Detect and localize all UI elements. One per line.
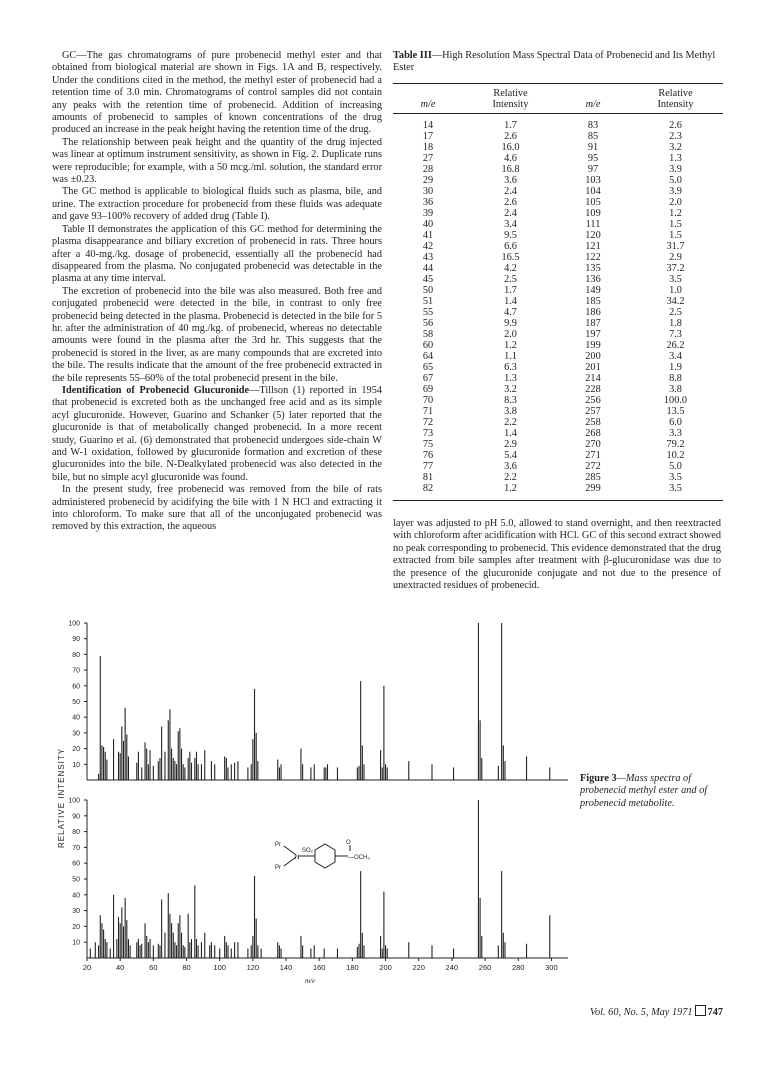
cell-intensity-left: 9.5 (504, 230, 517, 241)
cell-intensity-right: 1.9 (669, 362, 682, 373)
cell-mz-left: 36 (422, 197, 434, 208)
page-number: 747 (707, 1007, 723, 1018)
cell-intensity-right: 3.3 (669, 428, 682, 439)
cell-mz-right: 85 (587, 131, 599, 142)
x-tick-label: 160 (312, 963, 326, 972)
y-tick-label: 40 (72, 892, 80, 900)
y-tick-label: 60 (72, 860, 80, 868)
structure-label-pr1: Pr (275, 842, 281, 848)
section-heading-identification: Identification of Probenecid Glucuronide (62, 384, 250, 396)
cell-mz-right: 256 (585, 395, 601, 406)
cell-intensity-left: 5.4 (504, 450, 517, 461)
cell-mz-right: 111 (585, 219, 601, 230)
cell-mz-left: 77 (422, 461, 434, 472)
cell-mz-left: 30 (422, 186, 434, 197)
y-tick-label: 10 (72, 939, 80, 947)
page-footer (590, 1005, 723, 1018)
cell-intensity-right: 13.5 (666, 406, 685, 417)
cell-mz-left: 60 (422, 340, 434, 351)
cell-intensity-right: 3.5 (628, 483, 723, 501)
cell-intensity-right: 34.2 (666, 296, 685, 307)
cell-mz-left: 58 (422, 329, 434, 340)
structure-label-n: N (295, 855, 300, 861)
cell-intensity-left: 1.3 (504, 373, 517, 384)
cell-intensity-left: 1.7 (504, 120, 517, 131)
cell-intensity-left: 3.6 (504, 461, 517, 472)
cell-mz-left: 45 (422, 274, 434, 285)
figure-caption (580, 773, 730, 810)
cell-intensity-right: 3.5 (669, 274, 682, 285)
cell-mz-left: 51 (422, 296, 434, 307)
y-tick-label: 90 (72, 813, 80, 821)
spectra-axes (57, 621, 568, 986)
cell-intensity-right: 2.5 (669, 307, 682, 318)
y-tick-label: 70 (72, 844, 80, 852)
cell-intensity-right: 1.5 (669, 219, 682, 230)
cell-intensity-left: 9.9 (504, 318, 517, 329)
y-tick-label: 80 (72, 829, 80, 837)
cell-mz-left: 72 (422, 417, 434, 428)
propyl-bond-1 (284, 846, 296, 855)
x-tick-label: 260 (478, 963, 492, 972)
cell-intensity-left: 1.2 (504, 340, 517, 351)
cell-mz-right: 122 (585, 252, 601, 263)
structure-label-pr2: Pr (275, 865, 281, 871)
chemical-structure (284, 844, 350, 868)
figure-label: Figure 3 (580, 773, 617, 784)
cell-mz-left: 41 (422, 230, 434, 241)
y-tick-label: 50 (72, 699, 80, 706)
cell-mz-right: 228 (585, 384, 601, 395)
cell-intensity-right: 3.5 (669, 472, 682, 483)
paragraph-gc: GC—The gas chromatograms of pure probenecid methyl ester and that obtained from biological material are shown in Figs. 1A and B, respectively. Under the conditions cited in the method, the methyl ester of probenecid had a retention time of 3.0 min. Chromatograms of control samples did not contain any peaks with the retention time of probenecid. Addition of increasing amounts of probenecid to samples of known concentrations of the drug produced an increase in the peak height having the retention time of the drug. (52, 50, 382, 136)
cell-mz-right: 268 (585, 428, 601, 439)
cell-intensity-left: 16.0 (501, 142, 520, 153)
cell-intensity-right: 1.8 (669, 318, 682, 329)
y-tick-label: 80 (72, 651, 80, 659)
cell-intensity-right: 3.9 (669, 164, 682, 175)
y-tick-label: 30 (72, 908, 80, 916)
cell-intensity-left: 16.5 (501, 252, 520, 263)
cell-intensity-left: 2.4 (504, 208, 517, 219)
cell-mz-left: 71 (422, 406, 434, 417)
col-header-mz-right: m/e (558, 84, 628, 114)
cell-intensity-right: 1.5 (669, 230, 682, 241)
cell-mz-right: 91 (587, 142, 599, 153)
cell-mz-left: 42 (422, 241, 434, 252)
cell-intensity-right: 2.3 (669, 131, 682, 142)
cell-intensity-right: 5.0 (669, 175, 682, 186)
cell-mz-right: 104 (585, 186, 601, 197)
cell-intensity-left: 16.8 (501, 164, 520, 175)
cell-intensity-left: 1.7 (504, 285, 517, 296)
cell-mz-right: 214 (585, 373, 601, 384)
col-header-mz-left: m/e (393, 84, 463, 114)
cell-mz-right: 105 (585, 197, 601, 208)
cell-mz-right: 149 (585, 285, 601, 296)
cell-mz-right: 257 (585, 406, 601, 417)
cell-intensity-left: 2.0 (504, 329, 517, 340)
cell-mz-left: 67 (422, 373, 434, 384)
cell-mz-left: 27 (422, 153, 434, 164)
cell-intensity-left: 2.6 (504, 131, 517, 142)
cell-mz-right: 187 (585, 318, 601, 329)
cell-intensity-right: 3.8 (669, 384, 682, 395)
cell-mz-right: 258 (585, 417, 601, 428)
x-tick-label: 40 (116, 963, 125, 972)
cell-mz-right: 285 (585, 472, 601, 483)
cell-intensity-right: 2.6 (669, 120, 682, 131)
paragraph-present-study: In the present study, free probenecid was removed from the bile of rats administered probenecid by acidifying the bile with 1 N HCl and extracting it into chloroform. To make sure that all of the unconjugated probenecid was removed by this extraction, the aqueous (52, 484, 382, 533)
cell-intensity-left: 4.2 (504, 263, 517, 274)
cell-intensity-right: 8.8 (669, 373, 682, 384)
y-tick-label: 30 (72, 730, 80, 738)
x-tick-label: 80 (182, 963, 191, 972)
cell-intensity-left: 6.6 (504, 241, 517, 252)
x-tick-label: 100 (213, 963, 226, 972)
cell-mz-right: 121 (585, 241, 601, 252)
structure-label-o: O (346, 840, 351, 846)
table-label: Table III (393, 50, 432, 61)
cell-intensity-right: 1.2 (669, 208, 682, 219)
cell-mz-right: 197 (585, 329, 601, 340)
y-tick-label: 10 (72, 761, 80, 769)
cell-intensity-left: 2.9 (504, 439, 517, 450)
x-tick-label: 200 (379, 963, 392, 972)
cell-intensity-left: 2.6 (504, 197, 517, 208)
col-header-intensity-right: Relative Intensity (628, 84, 723, 114)
cell-mz-right: 95 (587, 153, 599, 164)
cell-intensity-left: 3.8 (504, 406, 517, 417)
cell-mz-left: 43 (422, 252, 434, 263)
y-tick-label: 60 (72, 683, 80, 691)
cell-intensity-left: 3.2 (504, 384, 517, 395)
journal-info: Vol. 60, No. 5, May 1971 (589, 1007, 693, 1018)
x-tick-label: 140 (279, 963, 293, 972)
y-tick-label: 20 (72, 746, 80, 754)
cell-intensity-right: 100.0 (663, 395, 688, 406)
cell-intensity-left: 8.3 (504, 395, 517, 406)
cell-mz-left: 65 (422, 362, 434, 373)
cell-intensity-left: 1.4 (504, 428, 517, 439)
cell-intensity-right: 31.7 (666, 241, 685, 252)
cell-intensity-right: 3.2 (669, 142, 682, 153)
cell-mz-left: 40 (422, 219, 434, 230)
cell-mz-left: 70 (422, 395, 434, 406)
cell-mz-right: 103 (585, 175, 601, 186)
cell-mz-left: 28 (422, 164, 434, 175)
cell-mz-left: 64 (422, 351, 434, 362)
cell-intensity-left: 1.1 (504, 351, 517, 362)
cell-intensity-left: 3.6 (504, 175, 517, 186)
cell-mz-left: 56 (422, 318, 434, 329)
paragraph-table-ii: Table II demonstrates the application of this GC method for determining the plasma disappearance and biliary excretion of probenecid in rats. Three hours after a 40-mg./kg. dosage of probenecid, essentially all the probenecid had disappeared from the plasma. No conjugated probenecid was detectable in the plasma at any time interval. (52, 223, 382, 285)
spectra-bars (90, 623, 549, 958)
structure-label-so2: SO₂ (302, 848, 313, 854)
y-tick-label: 70 (72, 667, 80, 675)
y-tick-label: 100 (68, 620, 80, 628)
x-tick-label: 220 (412, 963, 425, 972)
cell-intensity-left: 4.7 (504, 307, 517, 318)
cell-intensity-right: 37.2 (666, 263, 685, 274)
x-axis-label: m/e (304, 977, 316, 985)
x-tick-label: 120 (246, 963, 260, 972)
identification-text: —Tillson (1) reported in 1954 that probenecid is excreted both as the unchanged free acid and as its simple acyl glucuronide. However, Guarino and Schanker (5) later reported that the glucuronide is that of metabolically changed probenecid. In a more recent study, Guarino et al. (6) demonstrated that probenecid undergoes side-chain W and W-1 oxidation, followed by glucuronide formation and excretion of these glucuronides into the bile. N-Dealkylated probenecid was also detected in the bile, but no simple acyl glucuronide was found. (52, 384, 382, 483)
cell-intensity-right: 26.2 (666, 340, 685, 351)
structure-label-ester: —OCH₃ (348, 855, 370, 861)
cell-mz-left: 29 (422, 175, 434, 186)
cell-intensity-left: 1.4 (504, 296, 517, 307)
x-tick-label: 280 (511, 963, 525, 972)
cell-intensity-right: 1.3 (669, 153, 682, 164)
cell-mz-right: 200 (585, 351, 601, 362)
cell-intensity-left: 1.2 (463, 483, 558, 501)
cell-mz-right: 299 (558, 483, 628, 501)
benzene-ring (315, 844, 335, 868)
cell-mz-right: 136 (585, 274, 601, 285)
cell-mz-right: 199 (585, 340, 601, 351)
cell-mz-left: 82 (393, 483, 463, 501)
cell-mz-right: 135 (585, 263, 601, 274)
y-tick-label: 50 (72, 876, 80, 884)
cell-mz-right: 83 (587, 120, 599, 131)
cell-intensity-left: 4.6 (504, 153, 517, 164)
cell-intensity-left: 2.4 (504, 186, 517, 197)
cell-mz-left: 50 (422, 285, 434, 296)
cell-mz-left: 14 (422, 120, 434, 131)
col-header-intensity-left: Relative Intensity (463, 84, 558, 114)
cell-mz-right: 201 (585, 362, 601, 373)
table-title-text: —High Resolution Mass Spectral Data of Probenecid and Its Methyl Ester (393, 50, 716, 74)
x-tick-label: 180 (346, 963, 359, 972)
cell-mz-right: 109 (585, 208, 601, 219)
cell-intensity-right: 10.2 (666, 450, 685, 461)
paragraph-fluids: The GC method is applicable to biological fluids such as plasma, bile, and urine. The extraction procedure for probenecid from these fluids was adequate and gave 93–100% recovery of added drug (Table I). (52, 186, 382, 223)
cell-intensity-left: 2.2 (504, 472, 517, 483)
square-icon (695, 1005, 706, 1016)
cell-mz-left: 81 (422, 472, 434, 483)
cell-mz-left: 55 (422, 307, 434, 318)
cell-intensity-right: 5.0 (669, 461, 682, 472)
cell-mz-right: 120 (585, 230, 601, 241)
cell-mz-right: 186 (585, 307, 601, 318)
x-tick-label: 300 (545, 963, 558, 972)
cell-mz-right: 271 (585, 450, 601, 461)
paragraph-bile-excretion: The excretion of probenecid into the bile was also measured. Both free and conjugated probenecid were detected in the bile, in contrast to only free probenecid being detected in the plasma. Probenecid is detected in the bile for 5 hr. after the administration of 40 mg./kg. of probenecid, whereas no detectable amounts were found in the plasma after the 3rd hr. This suggests that the probenecid is stored in the liver, as are many compounds that are excreted into the bile. The results indicate that the amount of the free probenecid extracted in the bile represents 55–60% of the total probenecid present in the bile. (52, 285, 382, 384)
cell-intensity-right: 3.9 (669, 186, 682, 197)
cell-intensity-left: 6.3 (504, 362, 517, 373)
cell-intensity-right: 2.0 (669, 197, 682, 208)
cell-mz-left: 75 (422, 439, 434, 450)
paragraph-continuation: layer was adjusted to pH 5.0, allowed to stand overnight, and then reextracted with chloroform after acidification with HCl. GC of this second extract showed no peak corresponding to probenecid. This evidence demonstrated that the drug extracted from bile samples after treatment with β-glucuronidase was due to the presence of the glucuronide conjugate and not due to the presence of unextracted residues of probenecid. (393, 518, 721, 592)
x-tick-label: 20 (82, 963, 92, 972)
cell-mz-left: 39 (422, 208, 434, 219)
cell-intensity-left: 3.4 (504, 219, 517, 230)
cell-mz-left: 73 (422, 428, 434, 439)
y-tick-label: 100 (68, 797, 80, 805)
cell-mz-left: 76 (422, 450, 434, 461)
cell-intensity-right: 6.0 (669, 417, 682, 428)
cell-intensity-right: 7.3 (669, 329, 682, 340)
x-tick-label: 60 (149, 963, 158, 972)
cell-mz-left: 69 (422, 384, 434, 395)
cell-mz-left: 17 (422, 131, 434, 142)
cell-intensity-right: 1.0 (669, 285, 682, 296)
cell-mz-left: 18 (422, 142, 434, 153)
paragraph-linearity: The relationship between peak height and the quantity of the drug injected was linear at optimum instrument sensitivity, as shown in Fig. 2. Duplicate runs were reproducible; for example, with a 50 mcg./ml. solution, the standard error was ±0.23. (52, 136, 382, 186)
cell-intensity-right: 3.4 (669, 351, 682, 362)
cell-intensity-right: 79.2 (666, 439, 685, 450)
cell-intensity-right: 2.9 (669, 252, 682, 263)
figure-caption-text: —Mass spectra of probenecid methyl ester and of probenecid metabolite. (580, 773, 708, 809)
cell-mz-left: 44 (422, 263, 434, 274)
y-tick-label: 90 (72, 636, 80, 644)
cell-mz-right: 270 (585, 439, 601, 450)
cell-intensity-left: 2.2 (504, 417, 517, 428)
cell-mz-right: 97 (587, 164, 599, 175)
cell-intensity-left: 2.5 (504, 274, 517, 285)
cell-mz-right: 272 (585, 461, 601, 472)
y-tick-label: 20 (72, 923, 80, 931)
x-tick-label: 240 (445, 963, 459, 972)
y-axis-label: RELATIVE INTENSITY (57, 747, 66, 849)
cell-mz-right: 185 (585, 296, 601, 307)
y-tick-label: 40 (72, 714, 80, 722)
